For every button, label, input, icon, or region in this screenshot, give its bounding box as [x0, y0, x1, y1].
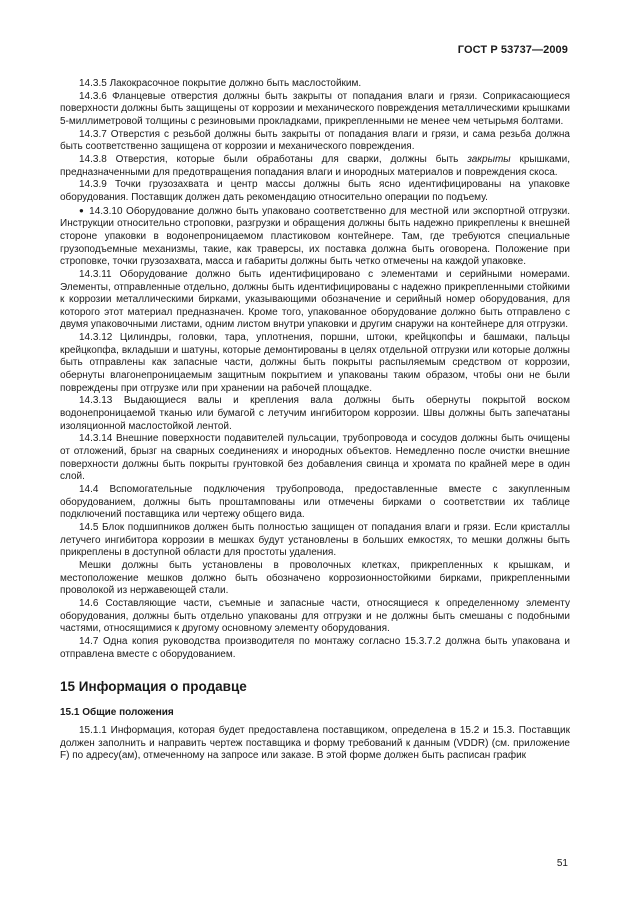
- paragraph-14-3-11: 14.3.11 Оборудование должно быть идентифицировано с элементами и серийными номерами. Элементы, отправленные отдельно, должны быть идентифицированы с надежно прикрепленными стойкими к коррозии металлическими бирками, указывающими обозначение и серийный номер оборудования, для которого этот материал предназначен. Кроме того, упакованное оборудование должно быть отправлено с двумя упаковочными листами, одним листом внутри упаковки и другим снаружи на контейнере для отгрузки.: [60, 268, 570, 331]
- paragraph-14-3-7: 14.3.7 Отверстия с резьбой должны быть закрыты от попадания влаги и грязи, и сама резьба должна быть соответственно защищена от коррозии и механического повреждения.: [60, 128, 570, 153]
- paragraph-14-3-6: 14.3.6 Фланцевые отверстия должны быть закрыты от попадания влаги и грязи. Соприкасающиеся поверхности должны быть защищены от коррозии и механического повреждения металлическими крышками 5-миллиметровой толщины с резиновыми прокладками, прикрепленными не менее чем четырьмя болтами.: [60, 90, 570, 127]
- paragraph-14-3-9: 14.3.9 Точки грузозахвата и центр массы должны быть ясно идентифицированы на упаковке оборудования. Поставщик должен дать рекомендацию относительно операции по подъему.: [60, 179, 570, 203]
- paragraph-14-6: 14.6 Составляющие части, съемные и запасные части, относящиеся к определенному элементу оборудования, должны быть отдельно упакованы для отгрузки и не должны быть смешаны с подобными частями, относящимися к другому основному элементу оборудования.: [60, 597, 570, 635]
- paragraph-14-3-13: 14.3.13 Выдающиеся валы и крепления вала должны быть обернуты покрытой воском водонепроницаемой тканью или бумагой с летучим ингибитором коррозии. Швы должны быть запечатаны изоляционной маслостойкой лентой.: [60, 395, 570, 432]
- page-body: [60, 78, 570, 763]
- paragraph-14-3-8-emphasis: закрыты: [467, 153, 511, 165]
- page-number: 51: [556, 858, 568, 869]
- paragraph-14-5-bags: Мешки должны быть установлены в проволочных клетках, прикрепленных к крышкам, и местоположение мешков должно быть обозначено коррозионностойкими бирками, прикрепленными проволокой из нержавеющей стали.: [60, 559, 570, 597]
- paragraph-15-1-1: 15.1.1 Информация, которая будет предоставлена поставщиком, определена в 15.2 и 15.3. Поставщик должен заполнить и направить чертеж поставщика и форму требований к данным (VDDR) (см. приложение F) по адресу(ам), отмеченному на запросе или заказе. В этой форме должен быть расписан график: [60, 724, 570, 762]
- subsection-heading: 15.1 Общие положения: [60, 707, 174, 719]
- paragraph-14-3-10: [60, 205, 570, 269]
- paragraph-14-3-10-text: 14.3.10 Оборудование должно быть упаковано соответственно для местной или экспортной отгрузки. Инструкции относительно строповки, разгрузки и обращения должны быть надежно прикреплены к внешней стороне упаковки в водонепроницаемом пластиковом контейнере. Там, где требуются специальные грузоподъемные механизмы, такие, как траверсы, их поставка должна быть оговорена. Положение при строповке, точки грузозахвата, масса и габариты должны быть четко отмечены на каждой упаковке.: [60, 205, 570, 268]
- paragraph-14-3-8-text-a: 14.3.8 Отверстия, которые были обработаны для сварки, должны быть: [79, 153, 468, 165]
- paragraph-14-3-8-text-b: крышками, предназначенными для предотвращения попадания влаги и инородных материалов и повреждения скоса.: [60, 153, 570, 178]
- bullet-marker-icon: ●: [79, 205, 85, 215]
- paragraph-14-7: 14.7 Одна копия руководства производителя по монтажу согласно 15.3.7.2 должна быть упакована и отправлена вместе с оборудованием.: [60, 635, 570, 660]
- paragraph-14-3-5: 14.3.5 Лакокрасочное покрытие должно быть маслостойким.: [79, 78, 362, 89]
- document-code-header: ГОСТ Р 53737—2009: [457, 44, 568, 56]
- paragraph-14-3-8: [60, 154, 570, 179]
- paragraph-14-3-12: 14.3.12 Цилиндры, головки, тара, уплотнения, поршни, штоки, крейцкопфы и башмаки, пальцы крейцкопфа, вкладыши и шатуны, которые демонтированы в целях отдельной отгрузки или которые должны быть отправлены как запасные части, должны быть покрыты распыляемым средством от коррозии, обернуты влагонепроницаемым защитным покрытием и упакованы таким образом, чтобы они не были повреждены при отгрузке или при хранении на рабочей площадке.: [60, 332, 570, 394]
- paragraph-14-3-14: 14.3.14 Внешние поверхности подавителей пульсации, трубопровода и сосудов должны быть очищены от отложений, брызг на сварных соединениях и инородных объектов. Немедленно после очистки внешние поверхности должны быть покрыты грунтовкой без добавления свинца и хромата по крайней мере в один слой.: [60, 433, 570, 483]
- section-heading: 15 Информация о продавце: [60, 679, 247, 695]
- paragraph-14-5: 14.5 Блок подшипников должен быть полностью защищен от попадания влаги и грязи. Если кристаллы летучего ингибитора коррозии в мешках будут установлены в больших емкостях, то мешки должны быть прикреплены в доступной области для простоты удаления.: [60, 521, 570, 559]
- paragraph-14-4: 14.4 Вспомогательные подключения трубопровода, предоставленные вместе с закупленным оборудованием, должны быть проштампованы или отмечены бирками о соответствии их таблице подключений поставщика или чертежу общего вида.: [60, 484, 570, 521]
